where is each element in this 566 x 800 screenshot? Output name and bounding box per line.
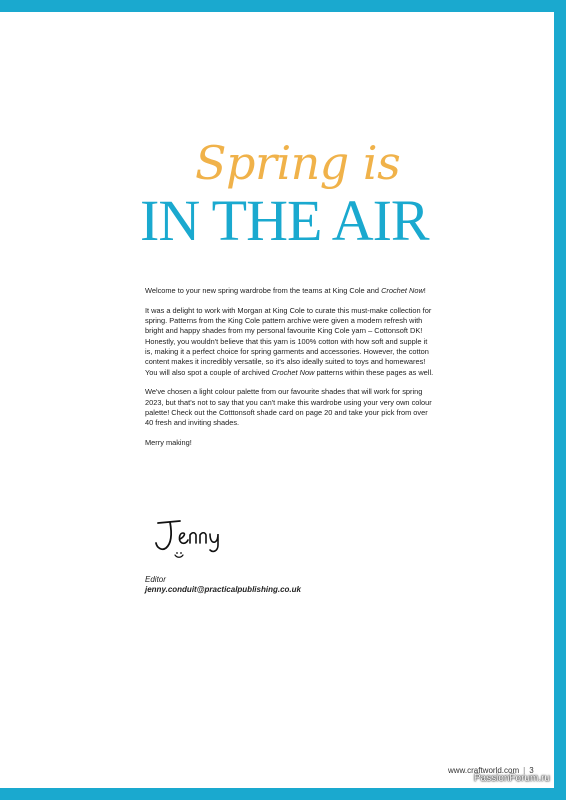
handwritten-signature (150, 515, 260, 559)
right-border (554, 0, 566, 800)
footer-separator: | (523, 766, 526, 775)
editor-role: Editor (145, 575, 166, 584)
paragraph-palette: We've chosen a light colour palette from our favourite shades that will work for spring 2023, but that's not to say that you can't make this wardrobe using your very own colour palette! Check out the Cotttonsoft shade card on page 20 and take your pick from over 40 fresh and inviting shades. (145, 387, 432, 428)
editor-email[interactable]: jenny.conduit@practicalpublishing.co.uk (145, 585, 301, 594)
paragraph-collection: It was a delight to work with Morgan at King Cole to curate this must-make collection for spring. Patterns from the King Cole pattern archive were given a modern refresh with bright and happy shades from my personal favourite King Cole yarn – Cottonsoft DK! Honestly, you wouldn't believe that this yarn is 100% cotton with how soft and supple it is, making it a perfect choice for spring garments and accessories. However, the cotton content makes it incredibly versatile, so it's also ideally suited to toys and homewares! You will also spot a couple of archived Crochet Now patterns within these pages as well. (145, 305, 434, 377)
top-border (0, 0, 566, 12)
heading-script: Spring is (195, 136, 401, 190)
site-watermark: PassionForum.ru (473, 773, 550, 784)
paragraph-signoff: Merry making! (145, 438, 192, 448)
bottom-border (0, 788, 566, 800)
page-number: 3 (529, 766, 534, 775)
heading-main: IN THE AIR (140, 188, 429, 253)
paragraph-welcome: Welcome to your new spring wardrobe from the teams at King Cole and Crochet Now! (145, 286, 426, 295)
footer-website[interactable]: www.craftworld.com (448, 766, 520, 775)
editorial-body (145, 286, 435, 458)
